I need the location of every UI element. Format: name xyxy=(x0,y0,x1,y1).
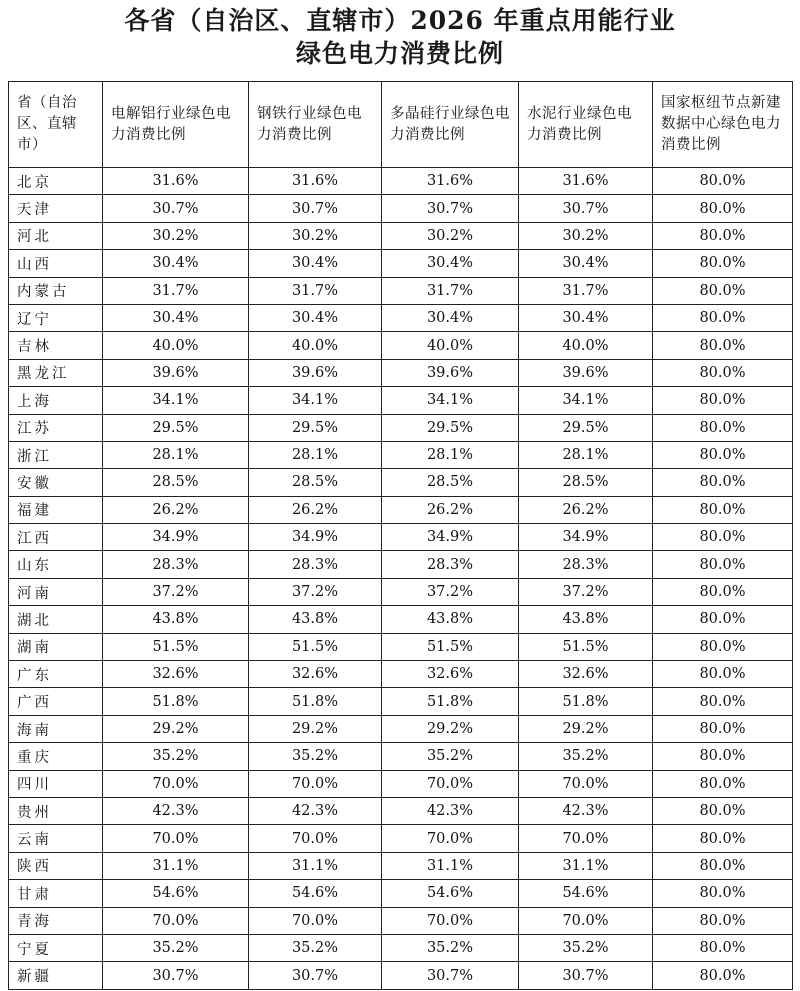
table-header-row xyxy=(9,82,793,168)
province-cell: 吉林 xyxy=(9,332,103,359)
green-electricity-ratio-table xyxy=(8,81,793,990)
steel-cell: 30.7% xyxy=(249,195,382,222)
data-center-cell: 80.0% xyxy=(653,496,793,523)
header-data-center: 国家枢纽节点新建数据中心绿色电力消费比例 xyxy=(653,82,793,168)
data-center-cell: 80.0% xyxy=(653,168,793,195)
polysilicon-cell: 26.2% xyxy=(382,496,519,523)
steel-cell: 28.1% xyxy=(249,441,382,468)
cement-cell: 70.0% xyxy=(519,907,653,934)
polysilicon-cell: 30.4% xyxy=(382,250,519,277)
table-row xyxy=(9,524,793,551)
table-row xyxy=(9,962,793,989)
aluminum-cell: 34.1% xyxy=(103,387,249,414)
data-center-cell: 80.0% xyxy=(653,469,793,496)
polysilicon-cell: 29.5% xyxy=(382,414,519,441)
table-row xyxy=(9,606,793,633)
table-row xyxy=(9,222,793,249)
data-center-cell: 80.0% xyxy=(653,414,793,441)
polysilicon-cell: 29.2% xyxy=(382,715,519,742)
aluminum-cell: 70.0% xyxy=(103,770,249,797)
steel-cell: 39.6% xyxy=(249,359,382,386)
cement-cell: 29.2% xyxy=(519,715,653,742)
table-row xyxy=(9,852,793,879)
data-center-cell: 80.0% xyxy=(653,825,793,852)
table-row xyxy=(9,469,793,496)
table-row xyxy=(9,387,793,414)
table-row xyxy=(9,688,793,715)
document-title-line-2: 绿色电力消费比例 xyxy=(295,39,504,68)
polysilicon-cell: 28.1% xyxy=(382,441,519,468)
province-cell: 青海 xyxy=(9,907,103,934)
header-steel: 钢铁行业绿色电力消费比例 xyxy=(249,82,382,168)
cement-cell: 35.2% xyxy=(519,934,653,961)
cement-cell: 30.4% xyxy=(519,250,653,277)
cement-cell: 30.7% xyxy=(519,962,653,989)
cement-cell: 34.9% xyxy=(519,524,653,551)
aluminum-cell: 29.2% xyxy=(103,715,249,742)
steel-cell: 34.1% xyxy=(249,387,382,414)
table-row xyxy=(9,277,793,304)
data-center-cell: 80.0% xyxy=(653,633,793,660)
polysilicon-cell: 70.0% xyxy=(382,907,519,934)
table-row xyxy=(9,195,793,222)
steel-cell: 30.2% xyxy=(249,222,382,249)
header-polysilicon: 多晶硅行业绿色电力消费比例 xyxy=(382,82,519,168)
aluminum-cell: 35.2% xyxy=(103,934,249,961)
header-cement: 水泥行业绿色电力消费比例 xyxy=(519,82,653,168)
province-cell: 黑龙江 xyxy=(9,359,103,386)
steel-cell: 29.5% xyxy=(249,414,382,441)
cement-cell: 35.2% xyxy=(519,743,653,770)
aluminum-cell: 31.7% xyxy=(103,277,249,304)
data-center-cell: 80.0% xyxy=(653,688,793,715)
cement-cell: 40.0% xyxy=(519,332,653,359)
steel-cell: 31.6% xyxy=(249,168,382,195)
table-row xyxy=(9,578,793,605)
table-body xyxy=(9,168,793,990)
aluminum-cell: 31.1% xyxy=(103,852,249,879)
steel-cell: 35.2% xyxy=(249,743,382,770)
steel-cell: 32.6% xyxy=(249,661,382,688)
steel-cell: 70.0% xyxy=(249,770,382,797)
province-cell: 广东 xyxy=(9,661,103,688)
aluminum-cell: 30.7% xyxy=(103,195,249,222)
cement-cell: 34.1% xyxy=(519,387,653,414)
data-center-cell: 80.0% xyxy=(653,661,793,688)
province-cell: 江苏 xyxy=(9,414,103,441)
data-center-cell: 80.0% xyxy=(653,852,793,879)
data-center-cell: 80.0% xyxy=(653,715,793,742)
steel-cell: 31.7% xyxy=(249,277,382,304)
header-province: 省（自治区、直辖市） xyxy=(9,82,103,168)
cement-cell: 51.5% xyxy=(519,633,653,660)
data-center-cell: 80.0% xyxy=(653,551,793,578)
province-cell: 安徽 xyxy=(9,469,103,496)
table-row xyxy=(9,441,793,468)
data-center-cell: 80.0% xyxy=(653,606,793,633)
polysilicon-cell: 37.2% xyxy=(382,578,519,605)
cement-cell: 70.0% xyxy=(519,770,653,797)
steel-cell: 35.2% xyxy=(249,934,382,961)
header-aluminum: 电解铝行业绿色电力消费比例 xyxy=(103,82,249,168)
aluminum-cell: 30.4% xyxy=(103,250,249,277)
province-cell: 重庆 xyxy=(9,743,103,770)
province-cell: 内蒙古 xyxy=(9,277,103,304)
data-center-cell: 80.0% xyxy=(653,250,793,277)
aluminum-cell: 28.3% xyxy=(103,551,249,578)
polysilicon-cell: 42.3% xyxy=(382,797,519,824)
province-cell: 湖南 xyxy=(9,633,103,660)
cement-cell: 39.6% xyxy=(519,359,653,386)
province-cell: 辽宁 xyxy=(9,304,103,331)
table-row xyxy=(9,934,793,961)
cement-cell: 31.6% xyxy=(519,168,653,195)
data-center-cell: 80.0% xyxy=(653,880,793,907)
table-row xyxy=(9,168,793,195)
province-cell: 新疆 xyxy=(9,962,103,989)
aluminum-cell: 43.8% xyxy=(103,606,249,633)
steel-cell: 70.0% xyxy=(249,825,382,852)
cement-cell: 42.3% xyxy=(519,797,653,824)
cement-cell: 37.2% xyxy=(519,578,653,605)
aluminum-cell: 34.9% xyxy=(103,524,249,551)
table-row xyxy=(9,359,793,386)
cement-cell: 70.0% xyxy=(519,825,653,852)
polysilicon-cell: 54.6% xyxy=(382,880,519,907)
cement-cell: 51.8% xyxy=(519,688,653,715)
steel-cell: 30.4% xyxy=(249,250,382,277)
table-row xyxy=(9,770,793,797)
province-cell: 宁夏 xyxy=(9,934,103,961)
aluminum-cell: 30.7% xyxy=(103,962,249,989)
data-center-cell: 80.0% xyxy=(653,770,793,797)
steel-cell: 34.9% xyxy=(249,524,382,551)
data-center-cell: 80.0% xyxy=(653,907,793,934)
province-cell: 山东 xyxy=(9,551,103,578)
polysilicon-cell: 32.6% xyxy=(382,661,519,688)
data-center-cell: 80.0% xyxy=(653,797,793,824)
steel-cell: 28.5% xyxy=(249,469,382,496)
polysilicon-cell: 35.2% xyxy=(382,743,519,770)
province-cell: 北京 xyxy=(9,168,103,195)
table-row xyxy=(9,414,793,441)
aluminum-cell: 40.0% xyxy=(103,332,249,359)
aluminum-cell: 30.4% xyxy=(103,304,249,331)
data-center-cell: 80.0% xyxy=(653,195,793,222)
province-cell: 贵州 xyxy=(9,797,103,824)
aluminum-cell: 30.2% xyxy=(103,222,249,249)
province-cell: 甘肃 xyxy=(9,880,103,907)
table-row xyxy=(9,743,793,770)
province-cell: 江西 xyxy=(9,524,103,551)
cement-cell: 30.7% xyxy=(519,195,653,222)
province-cell: 浙江 xyxy=(9,441,103,468)
table-row xyxy=(9,661,793,688)
table-row xyxy=(9,551,793,578)
steel-cell: 51.5% xyxy=(249,633,382,660)
table-row xyxy=(9,880,793,907)
steel-cell: 30.7% xyxy=(249,962,382,989)
data-center-cell: 80.0% xyxy=(653,277,793,304)
province-cell: 四川 xyxy=(9,770,103,797)
aluminum-cell: 39.6% xyxy=(103,359,249,386)
steel-cell: 31.1% xyxy=(249,852,382,879)
data-center-cell: 80.0% xyxy=(653,962,793,989)
polysilicon-cell: 51.5% xyxy=(382,633,519,660)
province-cell: 河北 xyxy=(9,222,103,249)
aluminum-cell: 35.2% xyxy=(103,743,249,770)
table-row xyxy=(9,332,793,359)
province-cell: 上海 xyxy=(9,387,103,414)
steel-cell: 43.8% xyxy=(249,606,382,633)
polysilicon-cell: 40.0% xyxy=(382,332,519,359)
table-row xyxy=(9,825,793,852)
polysilicon-cell: 30.4% xyxy=(382,304,519,331)
cement-cell: 31.1% xyxy=(519,852,653,879)
cement-cell: 31.7% xyxy=(519,277,653,304)
cement-cell: 32.6% xyxy=(519,661,653,688)
table-row xyxy=(9,250,793,277)
aluminum-cell: 70.0% xyxy=(103,907,249,934)
polysilicon-cell: 34.1% xyxy=(382,387,519,414)
aluminum-cell: 51.8% xyxy=(103,688,249,715)
data-center-cell: 80.0% xyxy=(653,332,793,359)
polysilicon-cell: 31.6% xyxy=(382,168,519,195)
steel-cell: 54.6% xyxy=(249,880,382,907)
aluminum-cell: 51.5% xyxy=(103,633,249,660)
data-center-cell: 80.0% xyxy=(653,359,793,386)
polysilicon-cell: 31.1% xyxy=(382,852,519,879)
aluminum-cell: 32.6% xyxy=(103,661,249,688)
polysilicon-cell: 28.3% xyxy=(382,551,519,578)
polysilicon-cell: 43.8% xyxy=(382,606,519,633)
aluminum-cell: 31.6% xyxy=(103,168,249,195)
steel-cell: 28.3% xyxy=(249,551,382,578)
cement-cell: 28.3% xyxy=(519,551,653,578)
aluminum-cell: 54.6% xyxy=(103,880,249,907)
steel-cell: 37.2% xyxy=(249,578,382,605)
polysilicon-cell: 30.2% xyxy=(382,222,519,249)
data-center-cell: 80.0% xyxy=(653,934,793,961)
polysilicon-cell: 30.7% xyxy=(382,195,519,222)
aluminum-cell: 26.2% xyxy=(103,496,249,523)
data-center-cell: 80.0% xyxy=(653,743,793,770)
polysilicon-cell: 35.2% xyxy=(382,934,519,961)
document-title-line-1: 各省（自治区、直辖市）2026 年重点用能行业 xyxy=(124,6,676,35)
table-row xyxy=(9,715,793,742)
aluminum-cell: 37.2% xyxy=(103,578,249,605)
table-row xyxy=(9,304,793,331)
province-cell: 云南 xyxy=(9,825,103,852)
polysilicon-cell: 28.5% xyxy=(382,469,519,496)
cement-cell: 29.5% xyxy=(519,414,653,441)
steel-cell: 51.8% xyxy=(249,688,382,715)
province-cell: 海南 xyxy=(9,715,103,742)
steel-cell: 42.3% xyxy=(249,797,382,824)
province-cell: 湖北 xyxy=(9,606,103,633)
steel-cell: 26.2% xyxy=(249,496,382,523)
polysilicon-cell: 30.7% xyxy=(382,962,519,989)
aluminum-cell: 70.0% xyxy=(103,825,249,852)
cement-cell: 30.2% xyxy=(519,222,653,249)
steel-cell: 70.0% xyxy=(249,907,382,934)
province-cell: 广西 xyxy=(9,688,103,715)
data-center-cell: 80.0% xyxy=(653,578,793,605)
ratio-table-container xyxy=(8,81,792,990)
province-cell: 山西 xyxy=(9,250,103,277)
province-cell: 河南 xyxy=(9,578,103,605)
steel-cell: 29.2% xyxy=(249,715,382,742)
table-row xyxy=(9,496,793,523)
polysilicon-cell: 70.0% xyxy=(382,770,519,797)
polysilicon-cell: 34.9% xyxy=(382,524,519,551)
polysilicon-cell: 39.6% xyxy=(382,359,519,386)
aluminum-cell: 29.5% xyxy=(103,414,249,441)
province-cell: 福建 xyxy=(9,496,103,523)
province-cell: 陕西 xyxy=(9,852,103,879)
steel-cell: 30.4% xyxy=(249,304,382,331)
data-center-cell: 80.0% xyxy=(653,524,793,551)
cement-cell: 28.1% xyxy=(519,441,653,468)
cement-cell: 54.6% xyxy=(519,880,653,907)
table-row xyxy=(9,797,793,824)
table-row xyxy=(9,633,793,660)
steel-cell: 40.0% xyxy=(249,332,382,359)
cement-cell: 26.2% xyxy=(519,496,653,523)
polysilicon-cell: 51.8% xyxy=(382,688,519,715)
data-center-cell: 80.0% xyxy=(653,441,793,468)
aluminum-cell: 28.1% xyxy=(103,441,249,468)
province-cell: 天津 xyxy=(9,195,103,222)
data-center-cell: 80.0% xyxy=(653,387,793,414)
polysilicon-cell: 31.7% xyxy=(382,277,519,304)
aluminum-cell: 42.3% xyxy=(103,797,249,824)
table-row xyxy=(9,907,793,934)
data-center-cell: 80.0% xyxy=(653,304,793,331)
polysilicon-cell: 70.0% xyxy=(382,825,519,852)
cement-cell: 43.8% xyxy=(519,606,653,633)
aluminum-cell: 28.5% xyxy=(103,469,249,496)
cement-cell: 28.5% xyxy=(519,469,653,496)
cement-cell: 30.4% xyxy=(519,304,653,331)
data-center-cell: 80.0% xyxy=(653,222,793,249)
